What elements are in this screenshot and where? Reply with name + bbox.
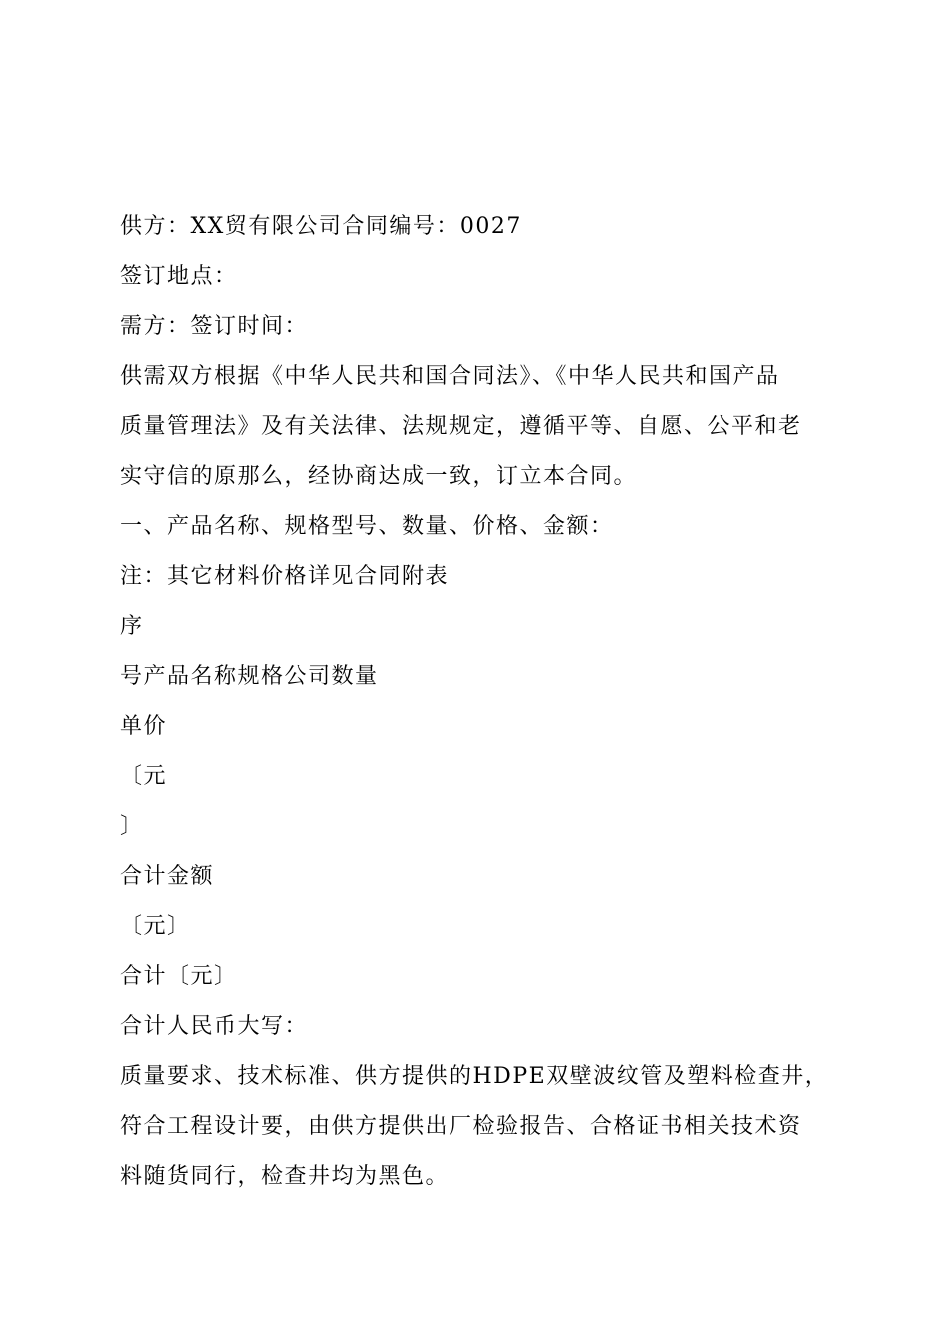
quality-requirements-line-1: 质量要求、技术标准、供方提供的HDPE双壁波纹管及塑料检查井， [120,1064,829,1089]
total-in-words-line: 合计人民币大写： [120,1014,309,1039]
note-line: 注：其它材料价格详见合同附表 [120,564,450,589]
signing-location-line: 签订地点： [120,264,238,289]
preamble-line-1: 供需双方根据《中华人民共和国合同法》、《中华人民共和国产品 [120,364,780,389]
supplier-contract-number-line: 供方：XX贸有限公司合同编号：0027 [120,214,522,239]
document-body [120,202,832,1202]
table-header-unit-price: 单价 [120,714,168,739]
table-header-unit-price-unit-close: 〕 [120,814,144,839]
table-header-columns: 号产品名称规格公司数量 [120,664,379,689]
buyer-signing-time-line: 需方：签订时间： [120,314,309,339]
quality-requirements-line-3: 料随货同行，检查井均为黑色。 [120,1164,450,1189]
quality-requirements-line-2: 符合工程设计要，由供方提供出厂检验报告、合格证书相关技术资 [120,1114,802,1139]
total-line: 合计〔元〕 [120,964,238,989]
preamble-line-2: 质量管理法》及有关法律、法规规定，遵循平等、自愿、公平和老 [120,414,802,439]
section-one-heading: 一、产品名称、规格型号、数量、价格、金额： [120,514,614,539]
table-header-serial: 序 [120,614,144,639]
preamble-line-3: 实守信的原那么，经协商达成一致，订立本合同。 [120,464,638,489]
table-header-total-amount-unit: 〔元〕 [120,914,191,939]
table-header-total-amount: 合计金额 [120,864,215,889]
table-header-unit-price-unit-open: 〔元 [120,764,168,789]
